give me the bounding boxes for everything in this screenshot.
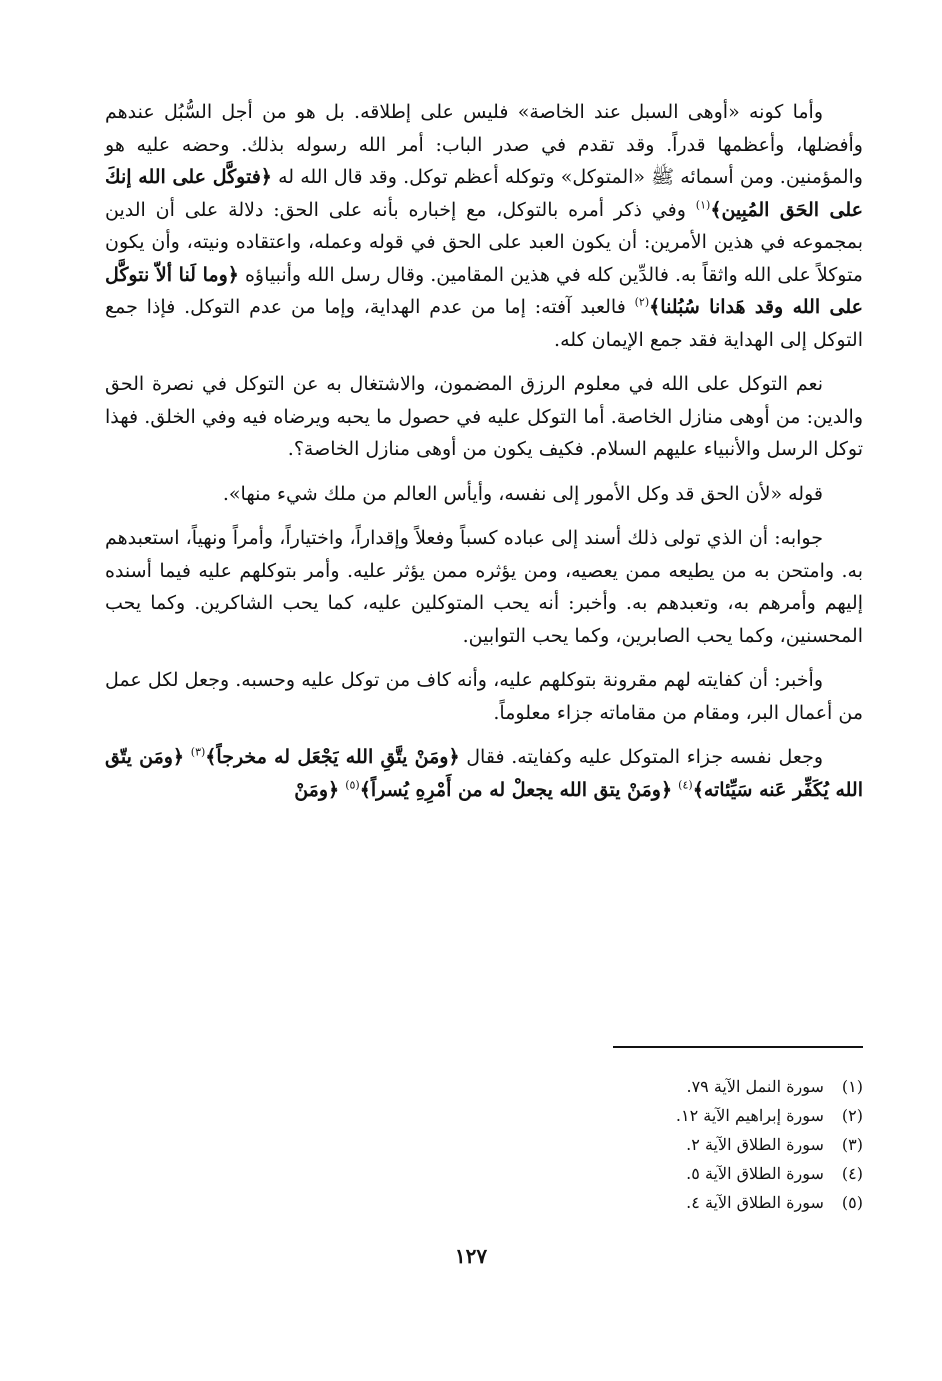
footnote-ref: (٢) (634, 295, 650, 309)
footnote-item (105, 1159, 863, 1188)
footnote-text: سورة النمل الآية ٧٩. (686, 1077, 824, 1096)
quran-verse: ﴿وما لَنا ألاّ نتوكَّل على الله وقد هَدانا سُبُلنا﴾ (105, 263, 863, 318)
body-text (105, 96, 863, 818)
footnote-number: (٣) (841, 1135, 863, 1154)
page-number: ١٢٧ (454, 1244, 488, 1268)
footnote-ref: (٤) (678, 778, 693, 792)
quran-verse: ﴿ومَن يتّق الله يُكَفِّر عَنه سَيِّئاته﴾ (105, 746, 863, 801)
footnote-divider (613, 1046, 863, 1048)
text-run: وجعل نفسه جزاء المتوكل عليه وكفايته. فقال (459, 746, 823, 768)
footnote-ref: (٥) (345, 778, 360, 792)
quran-verse: ﴿ومَنْ (294, 778, 340, 801)
footnote-item (105, 1072, 863, 1101)
quran-verse: ﴿ومَنْ يتَّقِ الله يَجْعَل له مخرجاً﴾ (205, 746, 460, 768)
footnote-number: (٢) (841, 1106, 863, 1125)
paragraph (105, 478, 863, 511)
footnote-item (105, 1101, 863, 1130)
footnote-text: سورة إبراهيم الآية ١٢. (675, 1106, 824, 1125)
footnote-number: (٤) (841, 1164, 863, 1183)
text-run: فالعبد آفته: إما من عدم الهداية، وإما من عدم التوكل. فإذا جمع التوكل إلى الهداية فقد جمع الإيمان كله. (105, 296, 863, 351)
text-run: قوله «لأن الحق قد وكل الأمور إلى نفسه، وأيأس العالم من ملك شيء منها». (222, 482, 823, 505)
footnote-text: سورة الطلاق الآية ٥. (686, 1164, 824, 1183)
text-run: وفي ذكر أمره بالتوكل، مع إخباره بأنه على الحق: دلالة على أن الدين بمجموعه في هذين الأمرين: أن يكون العبد على الحق في قوله وعمله، واعتقاده ونيته، وأن يكون متوكلاً على الله واثقاً به. فالدِّين كله في هذين المقامين. وقال رسل الله وأنبياؤه (105, 198, 863, 286)
text-run: وأما كونه «أوهى السبل عند الخاصة» فليس على إطلاقه. بل هو من أجل السُّبُل عندهم وأفضلها، وأعظمها قدراً. وقد تقدم في صدر الباب: أمر الله رسوله بذلك. وحضه عليه هو والمؤمنين. ومن أسمائه ﷺ «المتوكل» وتوكله أعظم توكل. وقد قال الله له (105, 101, 863, 188)
text-run (184, 746, 191, 768)
footnotes (105, 1046, 863, 1217)
footnote-item (105, 1130, 863, 1159)
footnote-text: سورة الطلاق الآية ٤. (686, 1193, 824, 1212)
footnote-ref: (٣) (190, 745, 206, 759)
paragraph (105, 741, 863, 806)
paragraph (105, 664, 863, 729)
footnote-text: سورة الطلاق الآية ٢. (686, 1135, 824, 1154)
text-run: جوابه: أن الذي تولى ذلك أسند إلى عباده كسباً وفعلاً وإقداراً، واختياراً، وأمراً ونهياً، استعبدهم به. وامتحن به من يطيعه ممن يعصيه، ومن يؤثره ممن يؤثر عليه. وأمر بتوكلهم عليه فيما أسنده إليهم وأمرهم به، وتعبدهم به. وأخبر: أنه يحب المتوكلين عليه، كما يحب الشاكرين. وكما يحب المحسنين، وكما يحب الصابرين، وكما يحب التوابين. (105, 527, 863, 647)
footnote-ref: (١) (695, 198, 711, 212)
footnote-number: (١) (841, 1077, 863, 1096)
text-run: وأخبر: أن كفايته لهم مقرونة بتوكلهم عليه، وأنه كاف من توكل عليه وحسبه. وجعل لكل عمل من أعمال البر، ومقام من مقاماته جزاء معلوماً. (105, 669, 863, 724)
quran-verse: ﴿فتوكَّل على الله إنكَ على الحَق المُبِين﴾ (105, 166, 863, 221)
footnote-item (105, 1188, 863, 1217)
quran-verse: ﴿ومَنْ يتق الله يجعلْ له من أَمْرِهِ يُسراً﴾ (359, 778, 673, 801)
footnote-number: (٥) (841, 1193, 863, 1212)
paragraph (105, 522, 863, 652)
paragraph (105, 96, 863, 356)
text-run: نعم التوكل على الله في معلوم الرزق المضمون، والاشتغال به عن التوكل في نصرة الحق والدين: من أوهى منازل الخاصة. أما التوكل عليه في حصول ما يحبه ويرضاه فيه وفي الخلق. فهذا توكل الرسل والأنبياء عليهم السلام. فكيف يكون من أوهى منازل الخاصة؟. (105, 373, 863, 460)
paragraph (105, 368, 863, 466)
